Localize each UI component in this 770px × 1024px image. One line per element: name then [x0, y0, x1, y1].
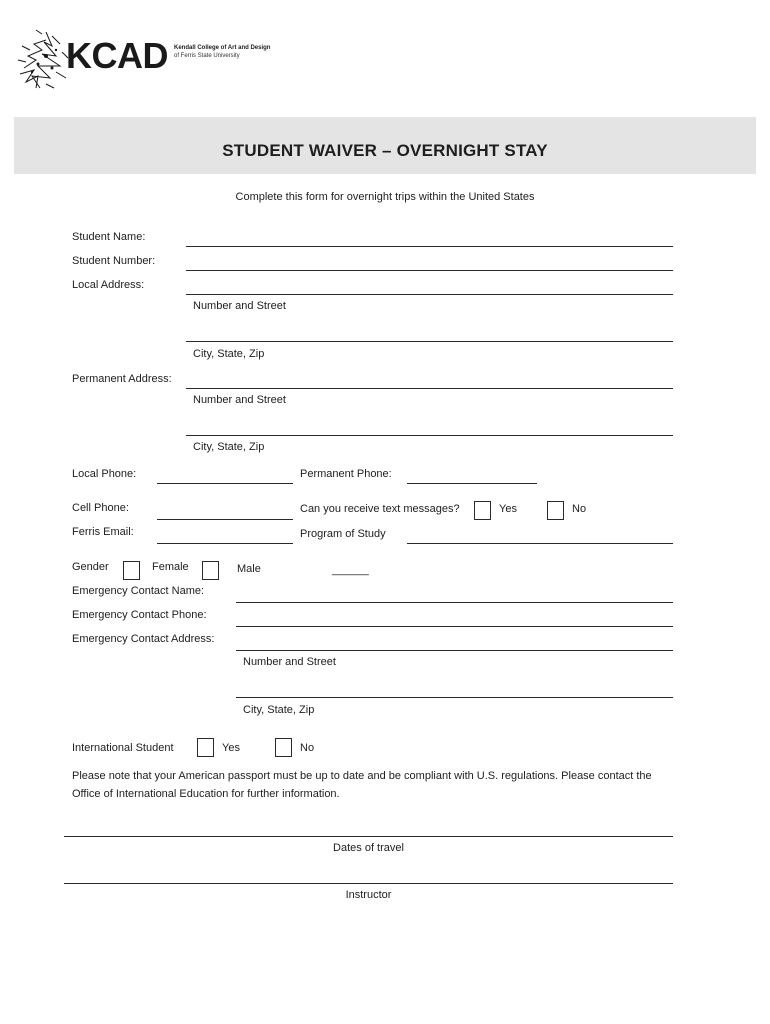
international-no-label: No [300, 742, 315, 754]
permanent-address-city-caption: City, State, Zip [193, 441, 265, 453]
emergency-phone-field[interactable] [236, 626, 673, 627]
text-messages-label: Can you receive text messages? [300, 503, 460, 515]
international-no-checkbox[interactable] [275, 738, 292, 757]
logo-college-name: Kendall College of Art and Design [174, 45, 271, 51]
program-of-study-field[interactable] [407, 543, 673, 544]
permanent-address-street-caption: Number and Street [193, 394, 286, 406]
kcad-logo [16, 26, 176, 92]
instructor-field[interactable] [64, 883, 673, 884]
logo-wordmark: KCAD [66, 35, 168, 76]
emergency-address-city-field[interactable] [236, 697, 673, 698]
gender-other-blank[interactable]: ______ [332, 564, 369, 576]
emergency-address-label: Emergency Contact Address: [72, 633, 215, 645]
form-title: STUDENT WAIVER – OVERNIGHT STAY [222, 141, 548, 160]
gender-male-label: Male [237, 563, 261, 575]
local-address-city-field[interactable] [186, 341, 673, 342]
local-phone-label: Local Phone: [72, 468, 137, 480]
emergency-name-field[interactable] [236, 602, 673, 603]
text-messages-no-checkbox[interactable] [547, 501, 564, 520]
passport-notice: Please note that your American passport must be up to date and be compliant with U.S. regulations. Please contact the Office of International Education for further information. [72, 770, 652, 800]
local-address-street-caption: Number and Street [193, 300, 286, 312]
gender-female-checkbox[interactable] [123, 561, 140, 580]
permanent-phone-label: Permanent Phone: [300, 468, 392, 480]
student-number-field[interactable] [186, 270, 673, 271]
emergency-phone-label: Emergency Contact Phone: [72, 609, 207, 621]
text-messages-yes-label: Yes [499, 503, 517, 515]
emergency-address-street-caption: Number and Street [243, 656, 336, 668]
international-yes-checkbox[interactable] [197, 738, 214, 757]
student-name-field[interactable] [186, 246, 673, 247]
local-address-city-caption: City, State, Zip [193, 348, 265, 360]
text-messages-no-label: No [572, 503, 587, 515]
instructor-label: Instructor [345, 889, 392, 901]
gender-male-checkbox[interactable] [202, 561, 219, 580]
program-of-study-label: Program of Study [300, 528, 386, 540]
permanent-address-street-field[interactable] [186, 388, 673, 389]
dates-of-travel-field[interactable] [64, 836, 673, 837]
student-name-label: Student Name: [72, 231, 146, 243]
permanent-address-label: Permanent Address: [72, 373, 172, 385]
permanent-address-city-field[interactable] [186, 435, 673, 436]
form-subtitle: Complete this form for overnight trips within the United States [235, 191, 535, 203]
permanent-phone-field[interactable] [407, 483, 537, 484]
emergency-address-street-field[interactable] [236, 650, 673, 651]
ferris-email-label: Ferris Email: [72, 526, 134, 538]
cell-phone-label: Cell Phone: [72, 502, 129, 514]
gender-female-label: Female [152, 561, 189, 573]
emergency-address-city-caption: City, State, Zip [243, 704, 315, 716]
student-number-label: Student Number: [72, 255, 156, 267]
text-messages-yes-checkbox[interactable] [474, 501, 491, 520]
gender-label: Gender [72, 561, 109, 573]
international-yes-label: Yes [222, 742, 240, 754]
ferris-email-field[interactable] [157, 543, 293, 544]
local-address-street-field[interactable] [186, 294, 673, 295]
local-address-label: Local Address: [72, 279, 145, 291]
logo-university-name: of Ferris State University [174, 53, 240, 59]
dates-of-travel-label: Dates of travel [333, 842, 404, 854]
local-phone-field[interactable] [157, 483, 293, 484]
emergency-name-label: Emergency Contact Name: [72, 585, 205, 597]
international-student-label: International Student [72, 742, 174, 754]
cell-phone-field[interactable] [157, 519, 293, 520]
